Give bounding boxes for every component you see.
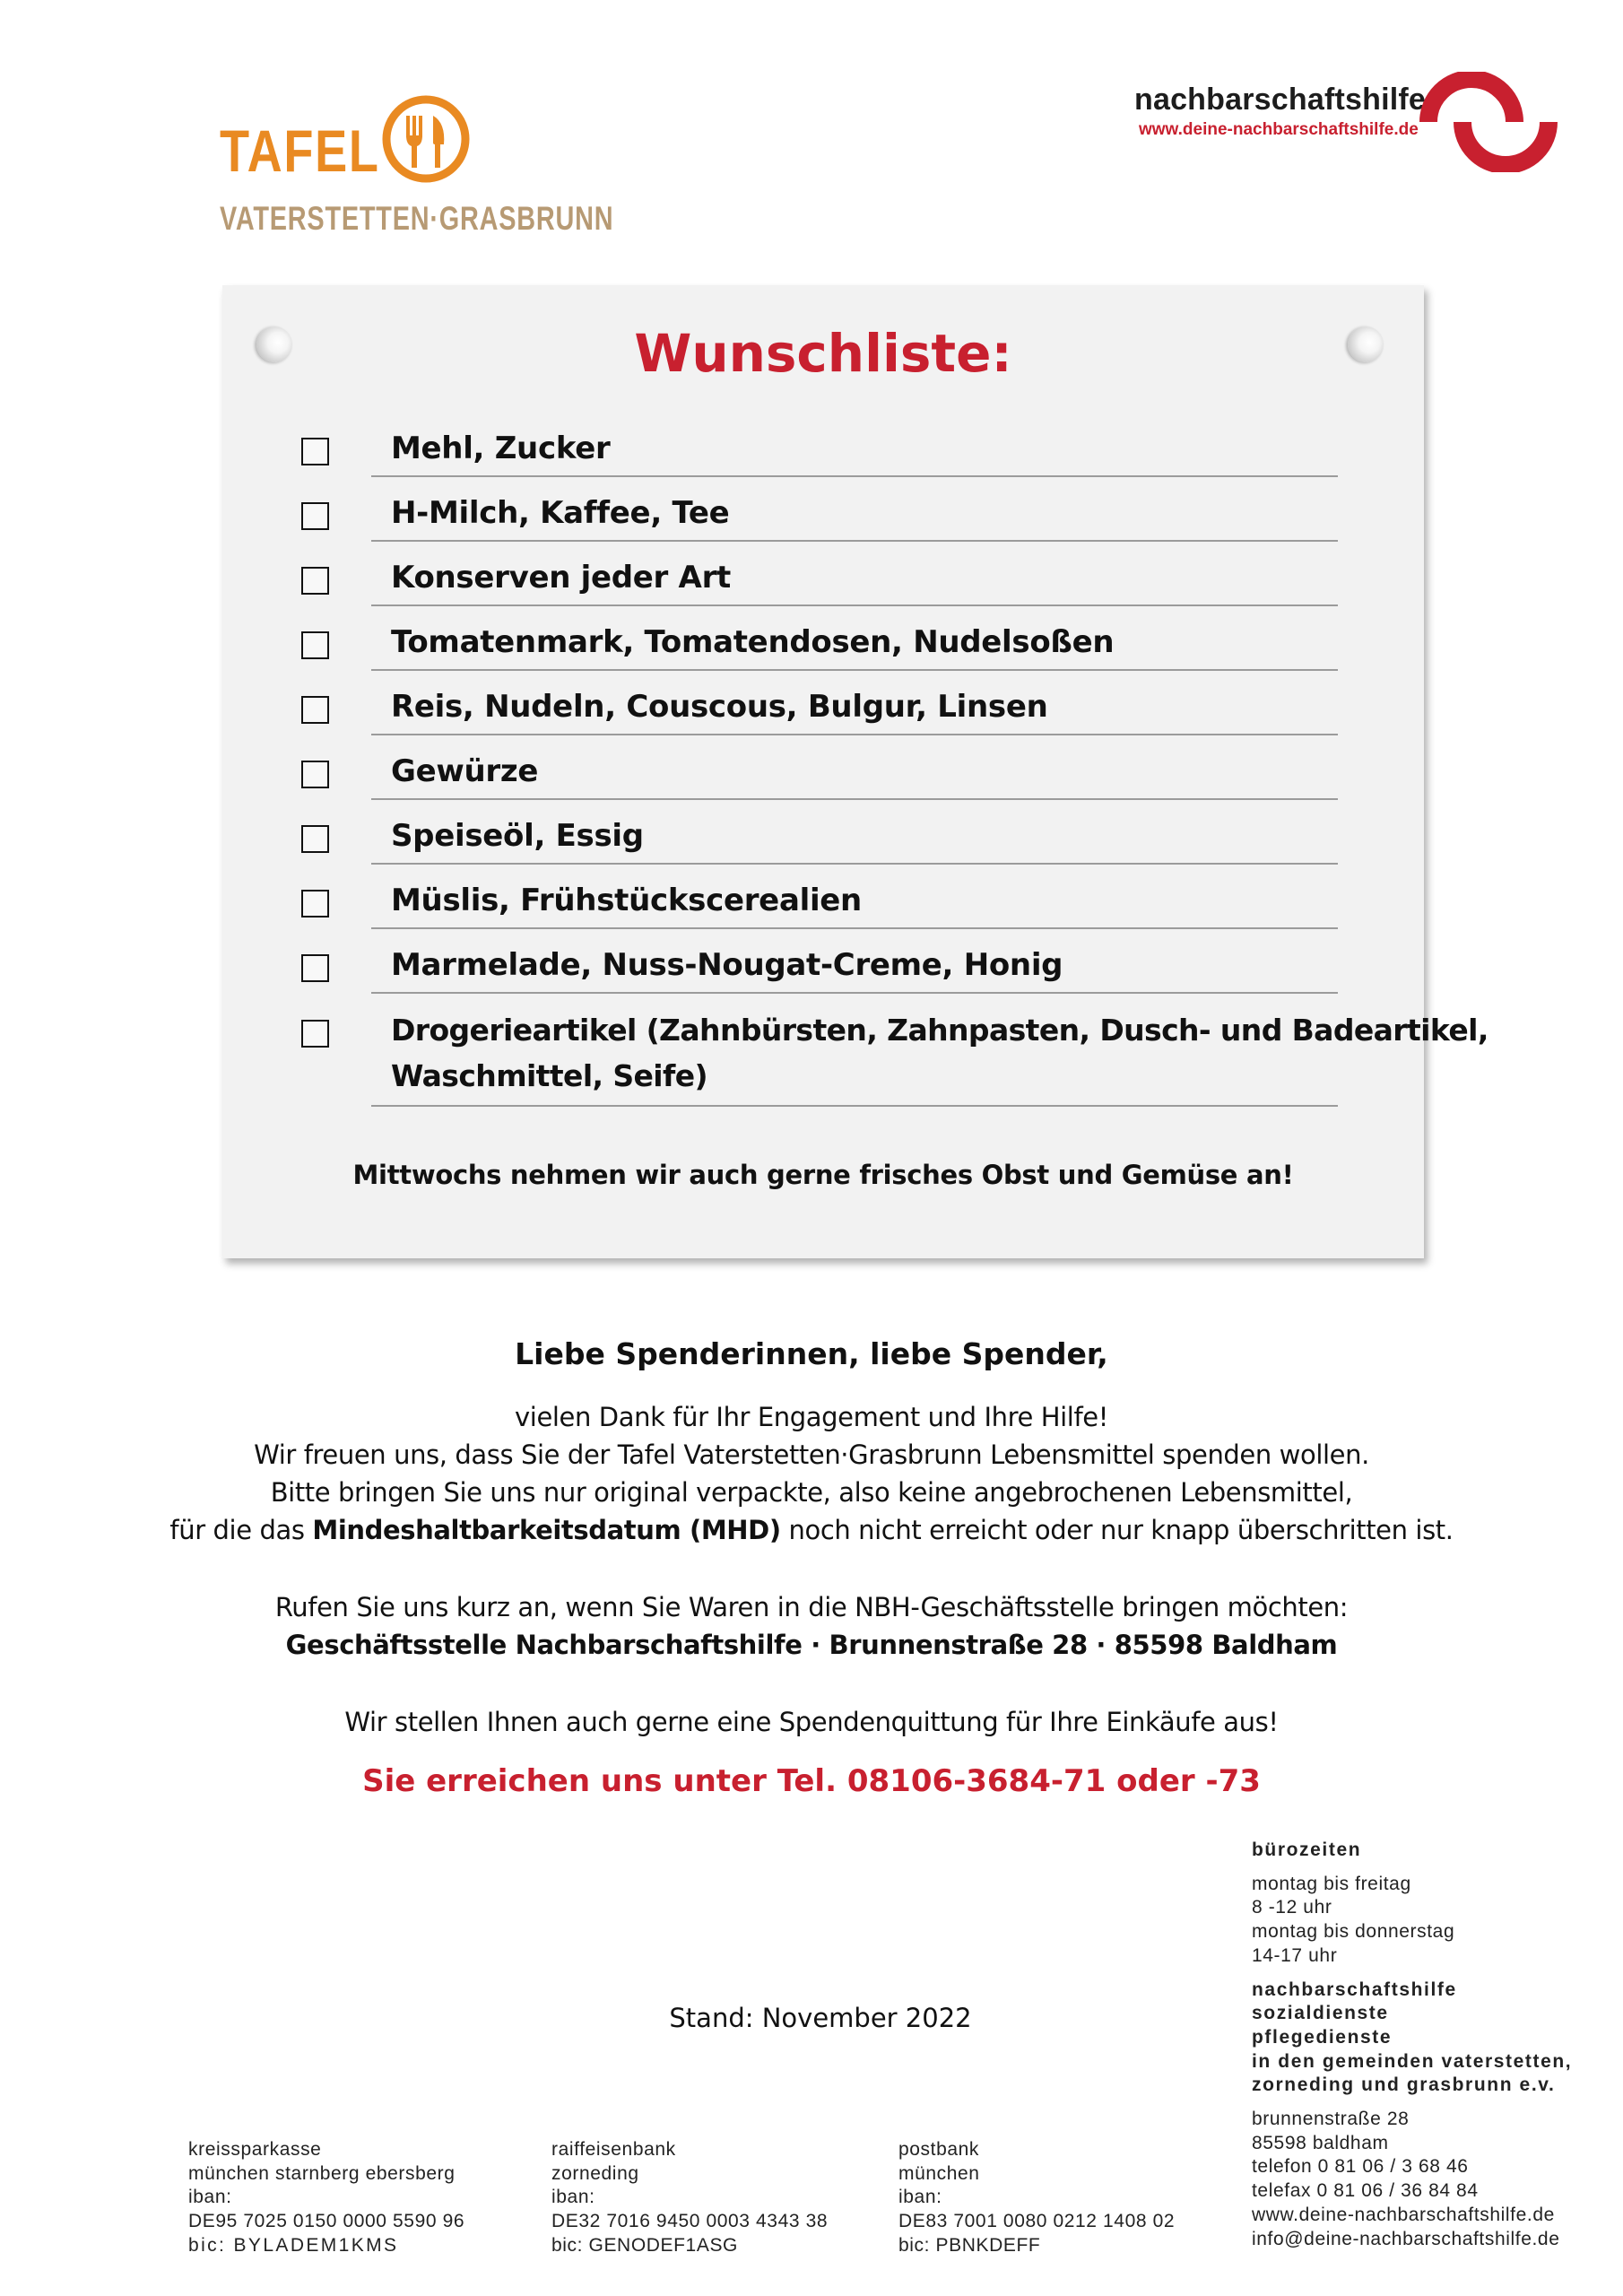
email-link[interactable]: info@deine-nachbarschaftshilfe.de [1252, 2228, 1560, 2249]
fork-knife-icon [379, 92, 473, 187]
item-divider [371, 1105, 1338, 1107]
wishlist-title: Wunschliste: [634, 323, 1012, 384]
website-link[interactable]: www.deine-nachbarschaftshilfe.de [1252, 2204, 1555, 2225]
bank-name: postbank [898, 2139, 980, 2160]
bank-location: münchen [898, 2162, 980, 2184]
phone-line: Sie erreichen uns unter Tel. 08106-3684-71 oder -73 [362, 1763, 1261, 1799]
checkbox[interactable] [301, 761, 329, 788]
bank-name: raiffeisenbank [551, 2139, 676, 2160]
item-divider [371, 798, 1338, 800]
item-divider [371, 734, 1338, 735]
office-hours-line: montag bis freitag [1252, 1873, 1411, 1894]
tafel-logo [220, 85, 614, 242]
bic-value: bic: PBNKDEFF [898, 2234, 1041, 2256]
tafel-logo-word: TAFEL [220, 117, 380, 184]
checkbox[interactable] [301, 567, 329, 595]
org-name-line: sozialdienste [1252, 2003, 1389, 2024]
fax-number: telefax 0 81 06 / 36 84 84 [1252, 2180, 1479, 2202]
body-text: vielen Dank für Ihr Engagement und Ihre Hilfe! [515, 1402, 1108, 1432]
iban-value: DE32 7016 9450 0003 4343 38 [551, 2211, 829, 2232]
item-divider [371, 604, 1338, 606]
iban-label: iban: [898, 2187, 942, 2208]
office-hours-heading: bürozeiten [1252, 1839, 1362, 1860]
nbh-logo-url: www.deine-nachbarschaftshilfe.de [1139, 120, 1419, 139]
checkbox[interactable] [301, 825, 329, 853]
checkbox[interactable] [301, 954, 329, 982]
wishlist-item-label: Konserven jeder Art [391, 560, 731, 596]
checkbox[interactable] [301, 890, 329, 918]
iban-label: iban: [551, 2187, 595, 2208]
greeting: Liebe Spenderinnen, liebe Spender, [515, 1336, 1108, 1371]
wishlist-item-label: Waschmittel, Seife) [391, 1058, 708, 1093]
body-text: Rufen Sie uns kurz an, wenn Sie Waren in die NBH-Geschäftsstelle bringen möchten: [274, 1592, 1349, 1622]
tafel-logo-subtitle: VATERSTETTEN·GRASBRUNN [220, 200, 614, 237]
nbh-logo [1134, 72, 1565, 179]
org-name-line: in den gemeinden vaterstetten, [1252, 2050, 1573, 2072]
item-divider [371, 992, 1338, 994]
nbh-logo-name: nachbarschaftshilfe [1134, 83, 1427, 117]
bank-location: zorneding [551, 2162, 639, 2184]
bank-name: kreissparkasse [188, 2139, 322, 2160]
address-line: 85598 baldham [1252, 2132, 1389, 2153]
item-divider [371, 669, 1338, 671]
wishlist-item-label: Drogerieartikel (Zahnbürsten, Zahnpasten, Dusch- und Badeartikel, [391, 1013, 1488, 1048]
wishlist-item-label: Marmelade, Nuss-Nougat-Creme, Honig [391, 947, 1063, 983]
body-text: Bitte bringen Sie uns nur original verpackte, also keine angebrochenen Lebensmittel, [270, 1477, 1353, 1508]
bank-info-raiffeisenbank [551, 2138, 828, 2258]
checkbox[interactable] [301, 1020, 329, 1048]
office-hours-line: montag bis donnerstag [1252, 1921, 1455, 1943]
body-text: Wir stellen Ihnen auch gerne eine Spendenquittung für Ihre Einkäufe aus! [344, 1707, 1279, 1737]
wishlist-card [222, 285, 1488, 1258]
date-stamp: Stand: November 2022 [669, 2003, 972, 2033]
body-text-segment: für die das [169, 1515, 313, 1545]
bic-value: bic: GENODEF1ASG [551, 2234, 738, 2256]
office-hours-line: 8 -12 uhr [1252, 1897, 1332, 1918]
wishlist-item-label: Gewürze [391, 753, 539, 789]
org-name-line: nachbarschaftshilfe [1252, 1979, 1457, 2000]
mhd-term: Mindeshaltbarkeitsdatum (MHD) [312, 1515, 781, 1545]
org-name-line: pflegedienste [1252, 2026, 1393, 2048]
wishlist-item-label: Speiseöl, Essig [391, 818, 644, 854]
office-info [1252, 1839, 1572, 2251]
item-divider [371, 540, 1338, 542]
iban-label: iban: [188, 2187, 232, 2208]
bank-location: münchen starnberg ebersberg [188, 2162, 456, 2184]
org-name-line: zorneding und grasbrunn e.v. [1252, 2074, 1556, 2096]
bank-info-kreissparkasse [188, 2138, 464, 2258]
iban-value: DE83 7001 0080 0212 1408 02 [898, 2211, 1176, 2232]
body-text: Wir freuen uns, dass Sie der Tafel Vaterstetten·Grasbrunn Lebensmittel spenden wollen. [254, 1439, 1369, 1470]
iban-value: DE95 7025 0150 0000 5590 96 [188, 2211, 465, 2232]
wishlist-item-label: Müslis, Frühstückscerealien [391, 883, 862, 918]
item-divider [371, 863, 1338, 865]
wishlist-item-label: Mehl, Zucker [391, 430, 611, 466]
checkbox[interactable] [301, 438, 329, 465]
wishlist-item-label: Tomatenmark, Tomatendosen, Nudelsoßen [391, 624, 1115, 660]
item-divider [371, 475, 1338, 477]
item-divider [371, 927, 1338, 929]
office-hours-line: 14-17 uhr [1252, 1944, 1338, 1966]
body-text-segment: noch nicht erreicht oder nur knapp überschritten ist. [780, 1515, 1454, 1545]
checkbox[interactable] [301, 502, 329, 530]
wishlist-note: Mittwochs nehmen wir auch gerne frisches Obst und Gemüse an! [352, 1160, 1294, 1190]
body-text [0, 1515, 1623, 1545]
phone-number: telefon 0 81 06 / 3 68 46 [1252, 2156, 1469, 2178]
office-address-line: Geschäftsstelle Nachbarschaftshilfe · Brunnenstraße 28 · 85598 Baldham [285, 1630, 1338, 1660]
address-line: brunnenstraße 28 [1252, 2109, 1410, 2130]
bank-info-postbank [898, 2138, 1175, 2258]
bic-value: bic: BYLADEM1KMS [188, 2234, 399, 2256]
checkbox[interactable] [301, 696, 329, 724]
wishlist-item-label: H-Milch, Kaffee, Tee [391, 495, 730, 531]
checkbox[interactable] [301, 631, 329, 659]
nbh-swoosh-icon [1412, 72, 1565, 172]
wishlist-item-label: Reis, Nudeln, Couscous, Bulgur, Linsen [391, 689, 1048, 725]
